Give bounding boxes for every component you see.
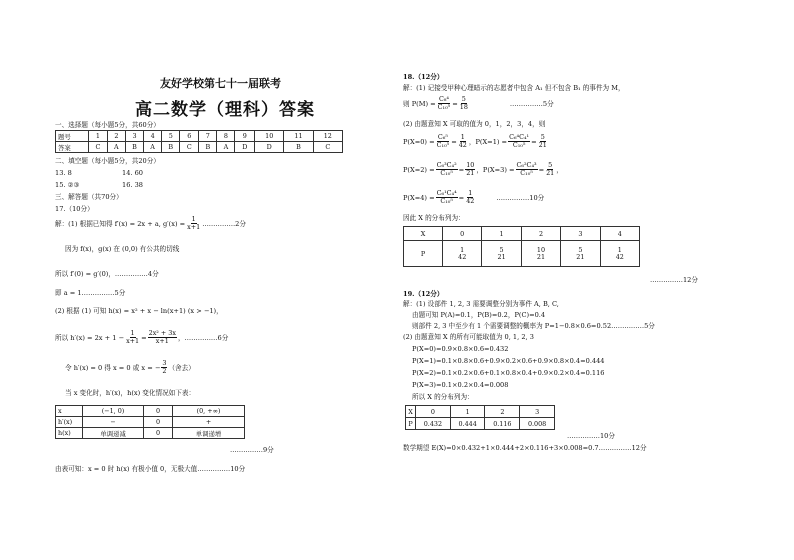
fraction	[615, 247, 625, 261]
table-row	[404, 227, 640, 241]
fraction	[436, 190, 458, 205]
solution-line: P(X=0)=0.9×0.8×0.6=0.432	[412, 345, 509, 353]
table-cell: 3	[520, 406, 555, 418]
section-heading-fill: 二、填空题（每小题5分，共20分）	[55, 157, 160, 165]
solution-line: (2) 根据 (1) 可知 h(x) = x² + x − ln(x+1) (x > −1)，	[55, 307, 223, 315]
text: =	[531, 137, 537, 146]
text: 解：(1) 根据已知得 f′(x) = 2x + a, g′(x) =	[55, 219, 186, 228]
table-cell: C	[89, 142, 108, 153]
denominator: 42	[615, 252, 624, 261]
table-cell: 1	[450, 406, 485, 418]
table-cell: 0	[144, 417, 173, 428]
text: 所以 h′(x) = 2x + 1 −	[55, 333, 125, 342]
text: （舍去）	[168, 363, 195, 372]
solution-line: 数学期望 E(X)=0×0.432+1×0.444+2×0.116+3×0.008=0.7……………12分	[403, 444, 647, 452]
numerator: 1	[191, 215, 196, 223]
table-cell: h′(x)	[56, 417, 83, 428]
numerator: 1	[130, 329, 135, 337]
denominator: 42	[458, 252, 467, 261]
numerator: C₆⁴C₄¹	[509, 133, 530, 141]
score-marker: ……………5分	[509, 99, 554, 108]
solution-line	[403, 134, 549, 149]
numerator: 1	[617, 245, 622, 254]
denominator: 2	[162, 367, 167, 375]
text: 则 P(M) =	[403, 99, 436, 108]
score-marker: ……………9分	[230, 446, 274, 454]
distribution-table-18	[403, 226, 640, 267]
table-row	[56, 417, 245, 428]
table-cell: B	[199, 142, 217, 153]
table-cell: P	[406, 418, 416, 430]
score-marker: ……………10分	[496, 193, 545, 202]
table-cell: 6	[180, 131, 199, 142]
table-cell: A	[144, 142, 162, 153]
denominator: 42	[466, 197, 475, 205]
numerator: C₆²C₄³	[516, 161, 537, 169]
table-cell: +	[173, 417, 245, 428]
table-cell: C	[180, 142, 199, 153]
fraction	[538, 134, 548, 149]
solution-line: 因为 f(x)，g(x) 在 (0,0) 有公共的切线	[65, 245, 180, 253]
numerator: 10	[466, 161, 475, 169]
score-marker: ……………2分	[202, 219, 246, 228]
numerator: 2x² + 3x	[148, 329, 176, 337]
table-row	[406, 406, 555, 418]
numerator: C₆³C₄²	[436, 161, 457, 169]
numerator: 5	[548, 161, 553, 169]
denominator: C₁₀⁵	[520, 169, 533, 177]
question-17-heading: 17.（10分）	[55, 205, 94, 213]
numerator: 5	[578, 245, 583, 254]
fraction	[465, 190, 475, 205]
fraction	[516, 162, 538, 177]
table-cell	[443, 241, 482, 267]
text: =	[452, 99, 458, 108]
numerator: C₆⁵	[437, 133, 448, 141]
numerator: 1	[460, 133, 465, 141]
solution-line: 解：(1) 设部件 1, 2, 3 需要调整分别为事件 A, B, C,	[403, 300, 559, 308]
table-cell: A	[107, 142, 125, 153]
table-row	[406, 418, 555, 430]
table-cell: (0, +∞)	[173, 406, 245, 417]
fraction	[125, 330, 140, 345]
table-cell: 2	[485, 406, 520, 418]
denominator: x+1	[187, 223, 201, 231]
solution-line: (2) 由题意知 X 的所有可能取值为 0, 1, 2, 3	[403, 333, 534, 341]
text: =	[538, 165, 545, 174]
numerator: 5	[540, 133, 545, 141]
table-cell: 12	[313, 131, 342, 142]
denominator: 21	[576, 252, 585, 261]
table-cell: B	[125, 142, 143, 153]
fraction	[536, 247, 546, 261]
solution-line: P(X=1)=0.1×0.8×0.6+0.9×0.2×0.6+0.9×0.8×0.4=0.444	[412, 357, 605, 365]
numerator: 5	[499, 245, 504, 254]
table-cell: 10	[255, 131, 284, 142]
solution-line: 所以 X 的分布列为：	[412, 393, 474, 401]
table-cell	[600, 241, 639, 267]
solution-line: (2) 由题意知 X 可取的值为 0，1，2，3，4，则	[403, 120, 546, 128]
numerator: 3	[162, 359, 167, 367]
table-cell: 0.116	[485, 418, 520, 430]
table-cell: B	[284, 142, 313, 153]
table-cell: 1	[482, 227, 521, 241]
table-cell: 1	[89, 131, 108, 142]
solution-line: 因此 X 的分布列为：	[403, 214, 465, 222]
table-cell: 2	[521, 227, 560, 241]
numerator: C₆¹C₄⁴	[436, 189, 457, 197]
table-cell: 0	[144, 428, 173, 439]
solution-line: 由表可知：x = 0 时 h(x) 有极小值 0，无极大值……………10分	[55, 465, 246, 473]
table-cell: h(x)	[56, 428, 83, 439]
table-cell: 单调递增	[173, 428, 245, 439]
denominator: C₁₀⁵	[436, 141, 450, 149]
denominator: 21	[536, 252, 546, 261]
table-cell: 单调递减	[83, 428, 144, 439]
table-cell: D	[235, 142, 255, 153]
denominator: x+1	[155, 337, 169, 345]
fraction	[457, 247, 467, 261]
denominator: C₁₀⁵	[440, 169, 453, 177]
text: ，P(X=3) =	[476, 165, 515, 174]
fraction	[436, 134, 451, 149]
solution-line	[403, 190, 544, 205]
text: 令 h′(x) = 0 得 x = 0 或 x = −	[65, 363, 161, 372]
table-row	[56, 142, 343, 153]
table-cell: D	[255, 142, 284, 153]
text: P(X=2) =	[403, 165, 435, 174]
table-cell: 5	[162, 131, 180, 142]
text: P(X=4) =	[403, 193, 435, 202]
solution-line: 所以 f′(0) = g′(0)，……………4分	[55, 270, 159, 278]
fraction	[436, 162, 458, 177]
table-row	[56, 406, 245, 417]
table-row	[404, 241, 640, 267]
table-cell: 0	[144, 406, 173, 417]
table-row	[56, 428, 245, 439]
numerator: 5	[461, 95, 466, 103]
table-cell: 0.444	[450, 418, 485, 430]
fraction	[575, 247, 585, 261]
fill-answer: 15. ②③	[55, 181, 80, 189]
table-cell: 0	[416, 406, 451, 418]
solution-line: 解：(1) 记接受甲种心理暗示的志愿者中包含 A₁ 但不包含 B₁ 的事件为 M，	[403, 84, 625, 92]
denominator: 21	[466, 169, 475, 177]
solution-line: 当 x 变化时，h′(x)，h(x) 变化情况如下表：	[65, 389, 196, 397]
school-title: 友好学校第七十一届联考	[160, 77, 281, 90]
table-cell: 3	[561, 227, 600, 241]
denominator: C₁₀⁵	[512, 141, 526, 149]
numerator: 1	[460, 245, 465, 254]
solution-line	[55, 216, 246, 231]
text: =	[458, 193, 465, 202]
question-19-heading: 19.（12分）	[403, 290, 444, 298]
question-18-heading: 18.（12分）	[403, 73, 444, 81]
denominator: C₁₀⁵	[437, 103, 451, 111]
denominator: 21	[538, 141, 547, 149]
solution-line: P(X=2)=0.1×0.2×0.6+0.1×0.8×0.4+0.9×0.2×0.4=0.116	[412, 369, 605, 377]
denominator: 42	[458, 141, 467, 149]
numerator: 10	[536, 245, 546, 254]
table-cell: C	[313, 142, 342, 153]
table-cell: 4	[144, 131, 162, 142]
table-cell: 11	[284, 131, 313, 142]
answer-table	[55, 130, 343, 153]
section-heading-solve: 三、解答题（共70分）	[55, 193, 123, 201]
table-cell: 题号	[56, 131, 89, 142]
numerator: C₈⁴	[438, 95, 449, 103]
solution-line	[65, 360, 195, 375]
table-cell: 答案	[56, 142, 89, 153]
table-row	[56, 131, 343, 142]
distribution-table-19	[405, 405, 555, 430]
fill-answer: 13. 8	[55, 169, 72, 177]
table-cell: x	[56, 406, 83, 417]
solution-line	[403, 96, 554, 111]
text: =	[451, 137, 457, 146]
text: =	[141, 333, 147, 342]
denominator: x+1	[126, 337, 140, 345]
fraction	[437, 96, 452, 111]
fill-answer: 16. 38	[122, 181, 143, 189]
fill-answer: 14. 60	[122, 169, 143, 177]
fraction	[161, 360, 167, 375]
page-title: 高二数学（理科）答案	[135, 100, 315, 120]
table-cell: P	[404, 241, 443, 267]
fraction	[459, 96, 469, 111]
denominator: 21	[497, 252, 506, 261]
text: ，P(X=1) =	[468, 137, 508, 146]
table-cell: 9	[235, 131, 255, 142]
table-cell: 0	[443, 227, 482, 241]
solution-line: 则部件 2, 3 中至少有 1 个需要调整的概率为 P=1−0.8×0.6=0.52……………5分	[412, 322, 655, 330]
solution-line	[403, 162, 563, 177]
table-cell	[521, 241, 560, 267]
score-marker: ，……………6分	[177, 333, 229, 342]
table-cell: −	[83, 417, 144, 428]
numerator: 1	[468, 189, 473, 197]
fraction	[148, 330, 177, 345]
fraction	[497, 247, 507, 261]
score-marker: ……………12分	[650, 276, 698, 284]
fraction	[458, 134, 468, 149]
section-heading-mc: 一、选择题（每小题5分，共60分）	[55, 121, 160, 129]
table-cell	[482, 241, 521, 267]
table-cell: 4	[600, 227, 639, 241]
fraction	[465, 162, 475, 177]
denominator: C₁₀⁵	[440, 197, 453, 205]
table-cell	[561, 241, 600, 267]
solution-line: 即 a = 1……………5分	[55, 289, 126, 297]
table-cell: 0.008	[520, 418, 555, 430]
denominator: 18	[459, 103, 468, 111]
table-cell: X	[404, 227, 443, 241]
table-cell: A	[217, 142, 235, 153]
solution-line	[55, 330, 228, 345]
text: =	[458, 165, 465, 174]
table-cell: B	[162, 142, 180, 153]
text: P(X=0) =	[403, 137, 435, 146]
solution-line: 由题可知 P(A)=0.1，P(B)=0.2，P(C)=0.4	[412, 311, 546, 319]
fraction	[508, 134, 530, 149]
denominator: 21	[546, 169, 555, 177]
table-cell: 3	[125, 131, 143, 142]
table-cell: 8	[217, 131, 235, 142]
table-cell: 2	[107, 131, 125, 142]
text: ，	[556, 165, 563, 174]
table-cell: 7	[199, 131, 217, 142]
fraction	[186, 216, 201, 231]
table-cell: (−1, 0)	[83, 406, 144, 417]
table-cell: X	[406, 406, 416, 418]
table-cell: 0.432	[416, 418, 451, 430]
fraction	[545, 162, 555, 177]
score-marker: ……………10分	[567, 432, 615, 440]
variation-table	[55, 405, 245, 439]
solution-line: P(X=3)=0.1×0.2×0.4=0.008	[412, 381, 509, 389]
